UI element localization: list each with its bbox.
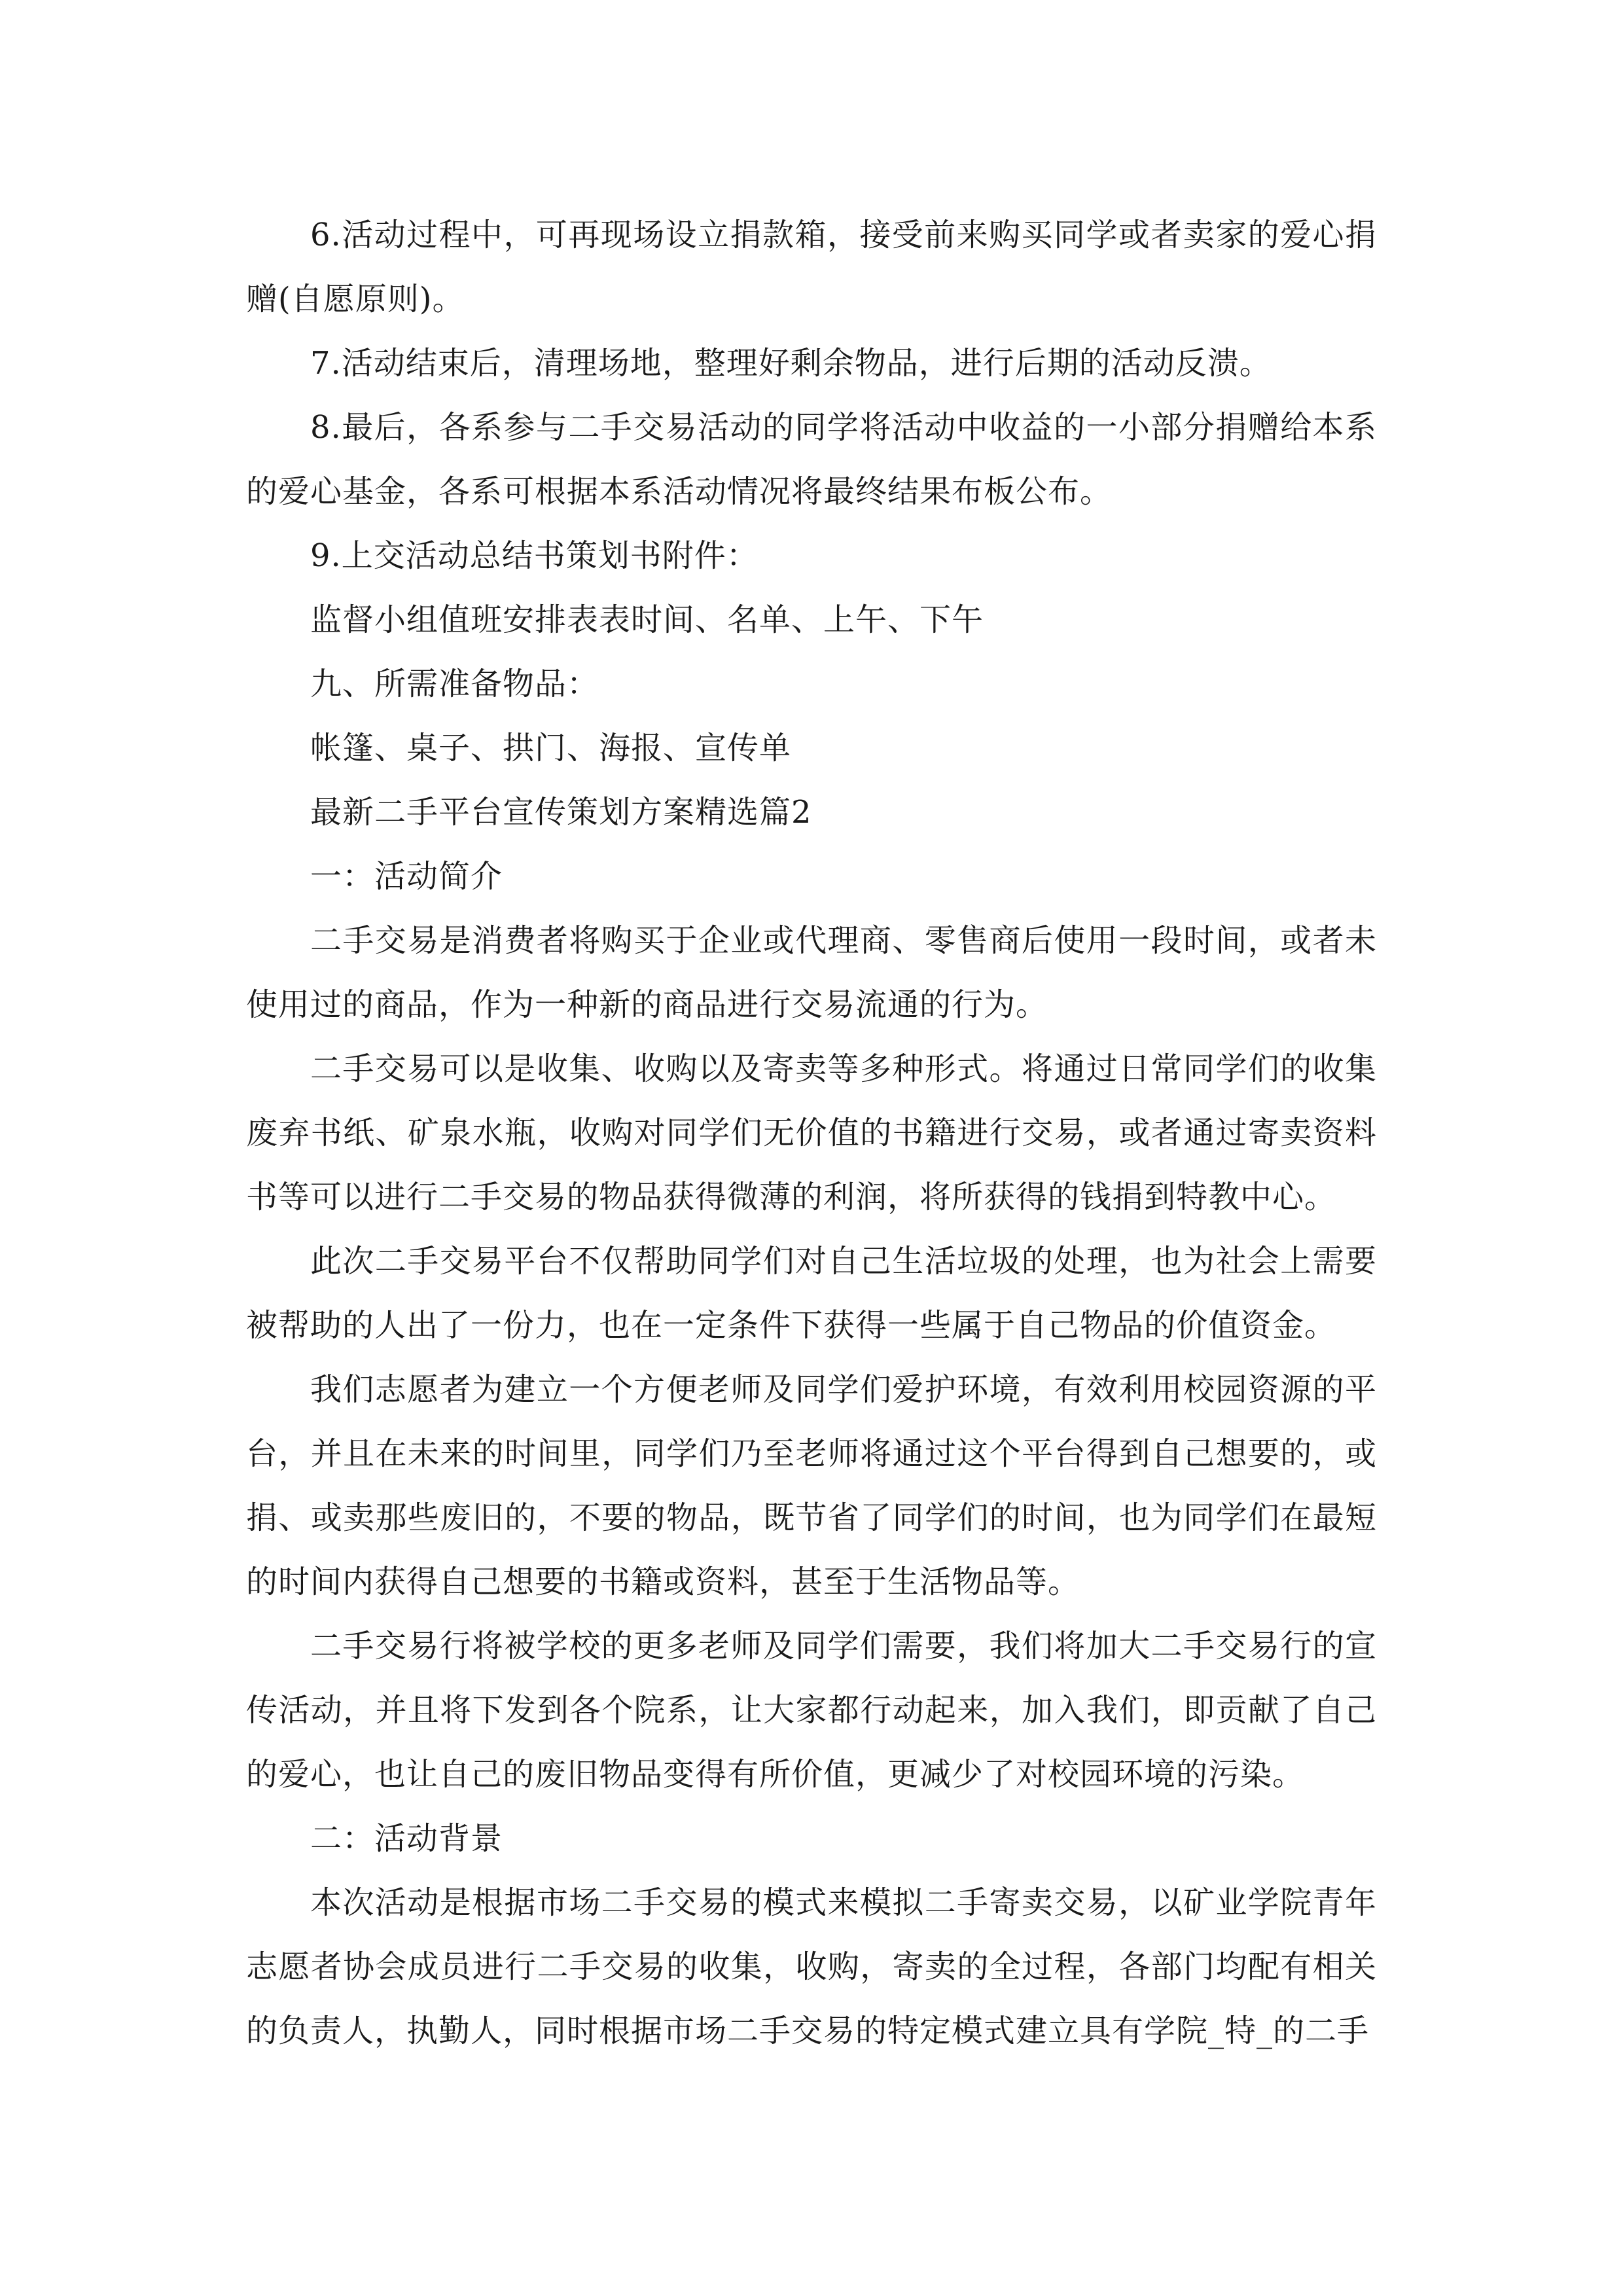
paragraph-intro-forms: 二手交易可以是收集、收购以及寄卖等多种形式。将通过日常同学们的收集废弃书纸、矿泉水瓶，收购对同学们无价值的书籍进行交易，或者通过寄卖资料书等可以进行二手交易的物品获得微薄的利润，将所获得的钱捐到特教中心。 [246, 1050, 1377, 1215]
section-heading-materials: 九、所需准备物品： [310, 666, 599, 702]
paragraph-intro-definition: 二手交易是消费者将购买于企业或代理商、零售商后使用一段时间，或者未使用过的商品，作为一种新的商品进行交易流通的行为。 [246, 922, 1377, 1023]
paragraph-duty-schedule: 监督小组值班安排表表时间、名单、上午、下午 [310, 601, 984, 638]
section-heading-intro: 一：活动简介 [310, 858, 503, 895]
paragraph-intro-volunteers: 我们志愿者为建立一个方便老师及同学们爱护环境，有效利用校园资源的平台，并且在未来的时间里，同学们乃至老师将通过这个平台得到自己想要的，或捐、或卖那些废旧的，不要的物品，既节省了同学们的时间，也为同学们在最短的时间内获得自己想要的书籍或资料，甚至于生活物品等。 [246, 1371, 1377, 1600]
section-heading-background: 二：活动背景 [310, 1820, 503, 1857]
document-body [246, 203, 1377, 2063]
paragraph-intro-benefits: 此次二手交易平台不仅帮助同学们对自己生活垃圾的处理，也为社会上需要被帮助的人出了一份力，也在一定条件下获得一些属于自己物品的价值资金。 [246, 1243, 1377, 1344]
paragraph-intro-promotion: 二手交易行将被学校的更多老师及同学们需要，我们将加大二手交易行的宣传活动，并且将下发到各个院系，让大家都行动起来，加入我们，即贡献了自己的爱心，也让自己的废旧物品变得有所价值，更减少了对校园环境的污染。 [246, 1628, 1377, 1793]
paragraph-item-7-cleanup: 7.活动结束后，清理场地，整理好剩余物品，进行后期的活动反溃。 [310, 345, 1272, 382]
paragraph-background: 本次活动是根据市场二手交易的模式来模拟二手寄卖交易，以矿业学院青年志愿者协会成员进行二手交易的收集，收购，寄卖的全过程，各部门均配有相关的负责人，执勤人，同时根据市场二手交易的特定模式建立具有学院_特_的二手 [246, 1884, 1377, 2049]
paragraph-item-9-summary-attachment: 9.上交活动总结书策划书附件： [310, 537, 758, 574]
paragraph-item-8-love-fund: 8.最后，各系参与二手交易活动的同学将活动中收益的一小部分捐赠给本系的爱心基金，各系可根据本系活动情况将最终结果布板公布。 [246, 409, 1377, 510]
article-title-part-2: 最新二手平台宣传策划方案精选篇2 [310, 794, 812, 831]
paragraph-item-6-donation-box: 6.活动过程中，可再现场设立捐款箱，接受前来购买同学或者卖家的爱心捐赠(自愿原则)。 [246, 217, 1377, 317]
paragraph-materials-list: 帐篷、桌子、拱门、海报、宣传单 [310, 730, 792, 766]
